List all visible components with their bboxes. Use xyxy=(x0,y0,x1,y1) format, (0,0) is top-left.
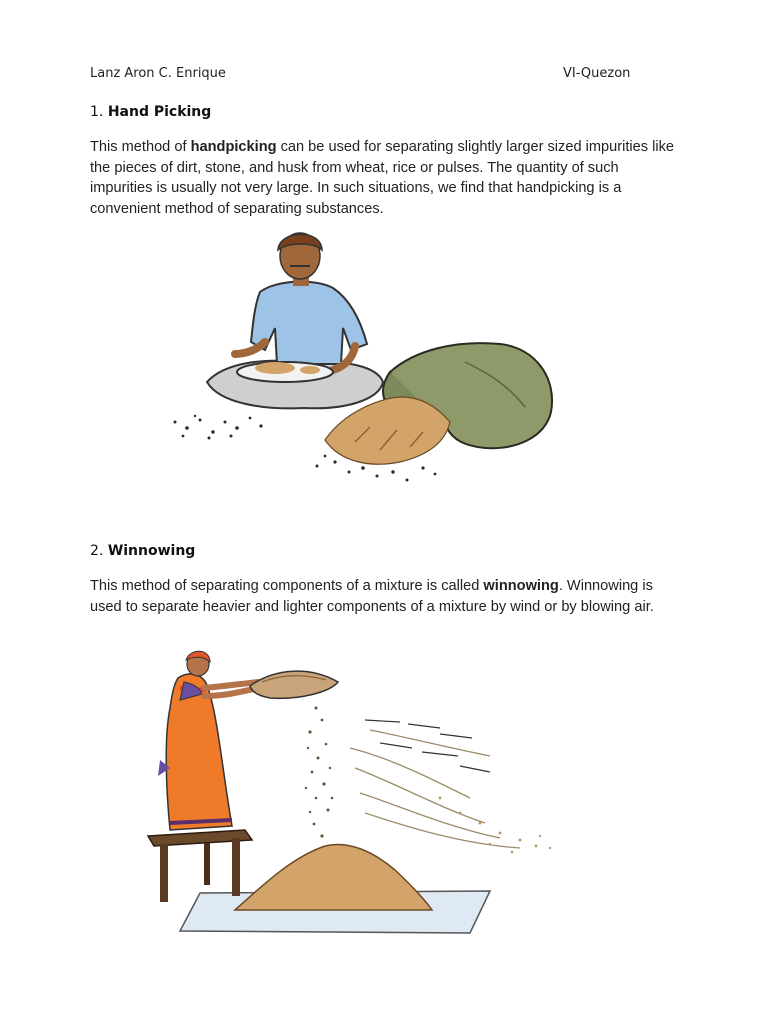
husk-particles xyxy=(439,797,552,854)
section-2-paragraph xyxy=(90,576,680,617)
section-number: 2. xyxy=(90,543,104,559)
wind-lines xyxy=(365,720,490,772)
section-number: 1. xyxy=(90,104,104,120)
man-handpicking-illustration xyxy=(165,222,565,492)
husk-blowing xyxy=(350,730,520,848)
falling-grain xyxy=(305,707,334,838)
wooden-stool xyxy=(148,830,252,902)
paragraph-text: This method of separating components of a mixture is called xyxy=(90,578,484,594)
seated-man xyxy=(207,233,383,408)
section-title: Hand Picking xyxy=(107,104,212,120)
section-1-paragraph xyxy=(90,137,680,219)
section-title: Winnowing xyxy=(107,543,196,559)
woman-winnowing-illustration xyxy=(140,648,560,938)
section-1-heading xyxy=(90,104,211,120)
section-2-heading xyxy=(90,543,195,559)
spilled-grain xyxy=(325,397,450,464)
paragraph-bold-term: handpicking xyxy=(190,139,277,155)
standing-woman xyxy=(158,651,258,830)
grain-heap xyxy=(235,845,432,910)
paragraph-text: can be used for separating slightly larger sized impurities like the pieces of dirt, stone, and husk from wheat, rice or pulses. The quantity of such impurities is usually not very large. In such situations, we find that handpicking is a convenient method of separating substances. xyxy=(90,139,675,217)
class-section: VI-Quezon xyxy=(563,66,631,81)
paragraph-text: . Winnowing is used to separate heavier and lighter components of a mixture by wind or by blowing air. xyxy=(90,578,654,615)
paragraph-text: This method of xyxy=(90,139,191,155)
author-name: Lanz Aron C. Enrique xyxy=(90,66,226,81)
winnowing-tray xyxy=(250,671,338,698)
paragraph-bold-term: winnowing xyxy=(483,578,559,594)
